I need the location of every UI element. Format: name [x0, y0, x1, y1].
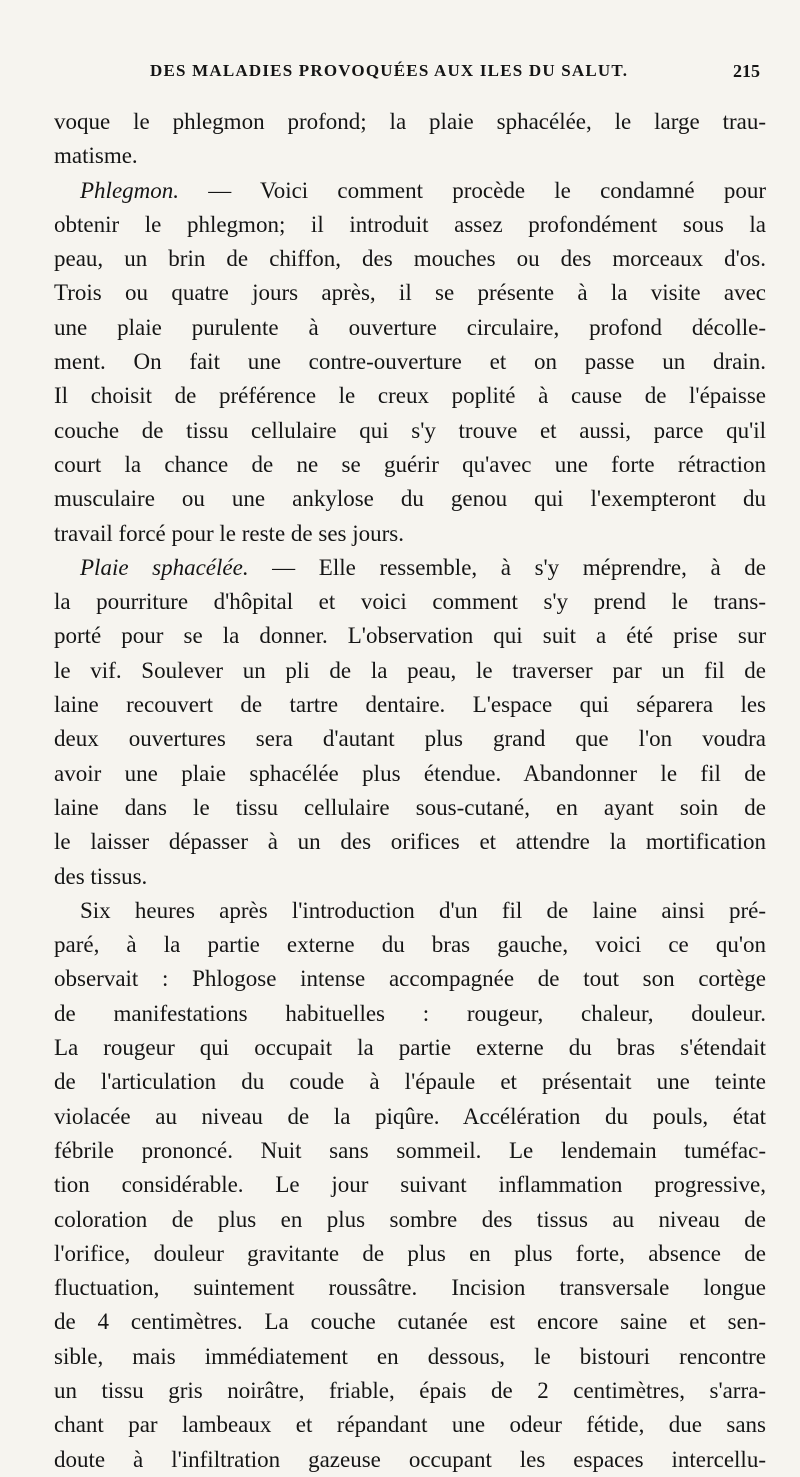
text-line: fluctuation, suintement roussâtre. Incision transversale longue [54, 1275, 766, 1301]
text-line: avoir une plaie sphacélée plus étendue. Abandonner le fil de [54, 760, 766, 786]
text-line: voque le phlegmon profond; la plaie sphacélée, le large trau- [54, 109, 766, 134]
text-line: de l'articulation du coude à l'épaule et présentait une teinte [54, 1069, 766, 1095]
text-line: laine recouvert de tartre dentaire. L'espace qui séparera les [54, 692, 766, 718]
body-text [54, 105, 766, 1477]
running-title: DES MALADIES PROVOQUÉES AUX ILES DU SALUT. [150, 61, 629, 80]
text-line: des tissus. [54, 863, 148, 889]
text-line: laine dans le tissu cellulaire sous-cutané, en ayant soin de [54, 794, 766, 820]
text-line: paré, à la partie externe du bras gauche, voici ce qu'on [54, 932, 766, 958]
text-line: Plaie sphacélée. — Elle ressemble, à s'y méprendre, à de [80, 554, 766, 580]
page-header [150, 61, 760, 87]
section-heading-phlegmon: Phlegmon. [80, 177, 180, 203]
text-line: ment. On fait une contre-ouverture et on passe un drain. [54, 349, 766, 375]
text-line: la pourriture d'hôpital et voici comment s'y prend le trans- [54, 589, 766, 615]
section-heading-plaie-sphacelee: Plaie sphacélée. [80, 554, 249, 580]
text-line: peau, un brin de chiffon, des mouches ou des morceaux d'os. [54, 246, 766, 272]
text-line: doute à l'infiltration gazeuse occupant les espaces intercellu- [54, 1446, 766, 1472]
text-line: de manifestations habituelles : rougeur, chaleur, douleur. [54, 1000, 766, 1026]
text-line: le laisser dépasser à un des orifices et attendre la mortification [54, 829, 766, 855]
text-line: de 4 centimètres. La couche cutanée est encore saine et sen- [54, 1309, 766, 1335]
text-line: obtenir le phlegmon; il introduit assez profondément sous la [54, 211, 766, 237]
text-line: couche de tissu cellulaire qui s'y trouve et aussi, parce qu'il [54, 417, 766, 443]
text-line: travail forcé pour le reste de ses jours. [54, 520, 404, 546]
text-line: Six heures après l'introduction d'un fil de laine ainsi pré- [80, 897, 766, 923]
text-line: observait : Phlogose intense accompagnée de tout son cortège [54, 966, 766, 992]
text-line: musculaire ou une ankylose du genou qui l'exempteront du [54, 486, 766, 512]
text-line: deux ouvertures sera d'autant plus grand que l'on voudra [54, 726, 766, 752]
text-line: court la chance de ne se guérir qu'avec une forte rétraction [54, 451, 766, 477]
text-line: Phlegmon. — Voici comment procède le condamné pour [80, 177, 766, 203]
text-line: coloration de plus en plus sombre des tissus au niveau de [54, 1206, 766, 1232]
text-line: l'orifice, douleur gravitante de plus en plus forte, absence de [54, 1240, 766, 1266]
text-line: violacée au niveau de la piqûre. Accélération du pouls, état [54, 1103, 766, 1129]
text-line: La rougeur qui occupait la partie externe du bras s'étendait [54, 1035, 766, 1061]
text-line: une plaie purulente à ouverture circulaire, profond décolle- [54, 314, 766, 340]
text-line: tion considérable. Le jour suivant inflammation progressive, [54, 1172, 766, 1198]
text-line: le vif. Soulever un pli de la peau, le traverser par un fil de [54, 657, 766, 683]
text-line: Trois ou quatre jours après, il se présente à la visite avec [54, 280, 766, 306]
text-line: un tissu gris noirâtre, friable, épais de 2 centimètres, s'arra- [54, 1377, 766, 1403]
text-line: matisme. [54, 143, 138, 169]
page-number: 215 [733, 61, 760, 81]
text-line: porté pour se la donner. L'observation qui suit a été prise sur [54, 623, 766, 649]
text-line: Il choisit de préférence le creux poplité à cause de l'épaisse [54, 383, 766, 409]
text-line: fébrile prononcé. Nuit sans sommeil. Le lendemain tuméfac- [54, 1137, 766, 1163]
text-line: chant par lambeaux et répandant une odeur fétide, due sans [54, 1412, 766, 1438]
text-line: sible, mais immédiatement en dessous, le bistouri rencontre [54, 1343, 766, 1369]
